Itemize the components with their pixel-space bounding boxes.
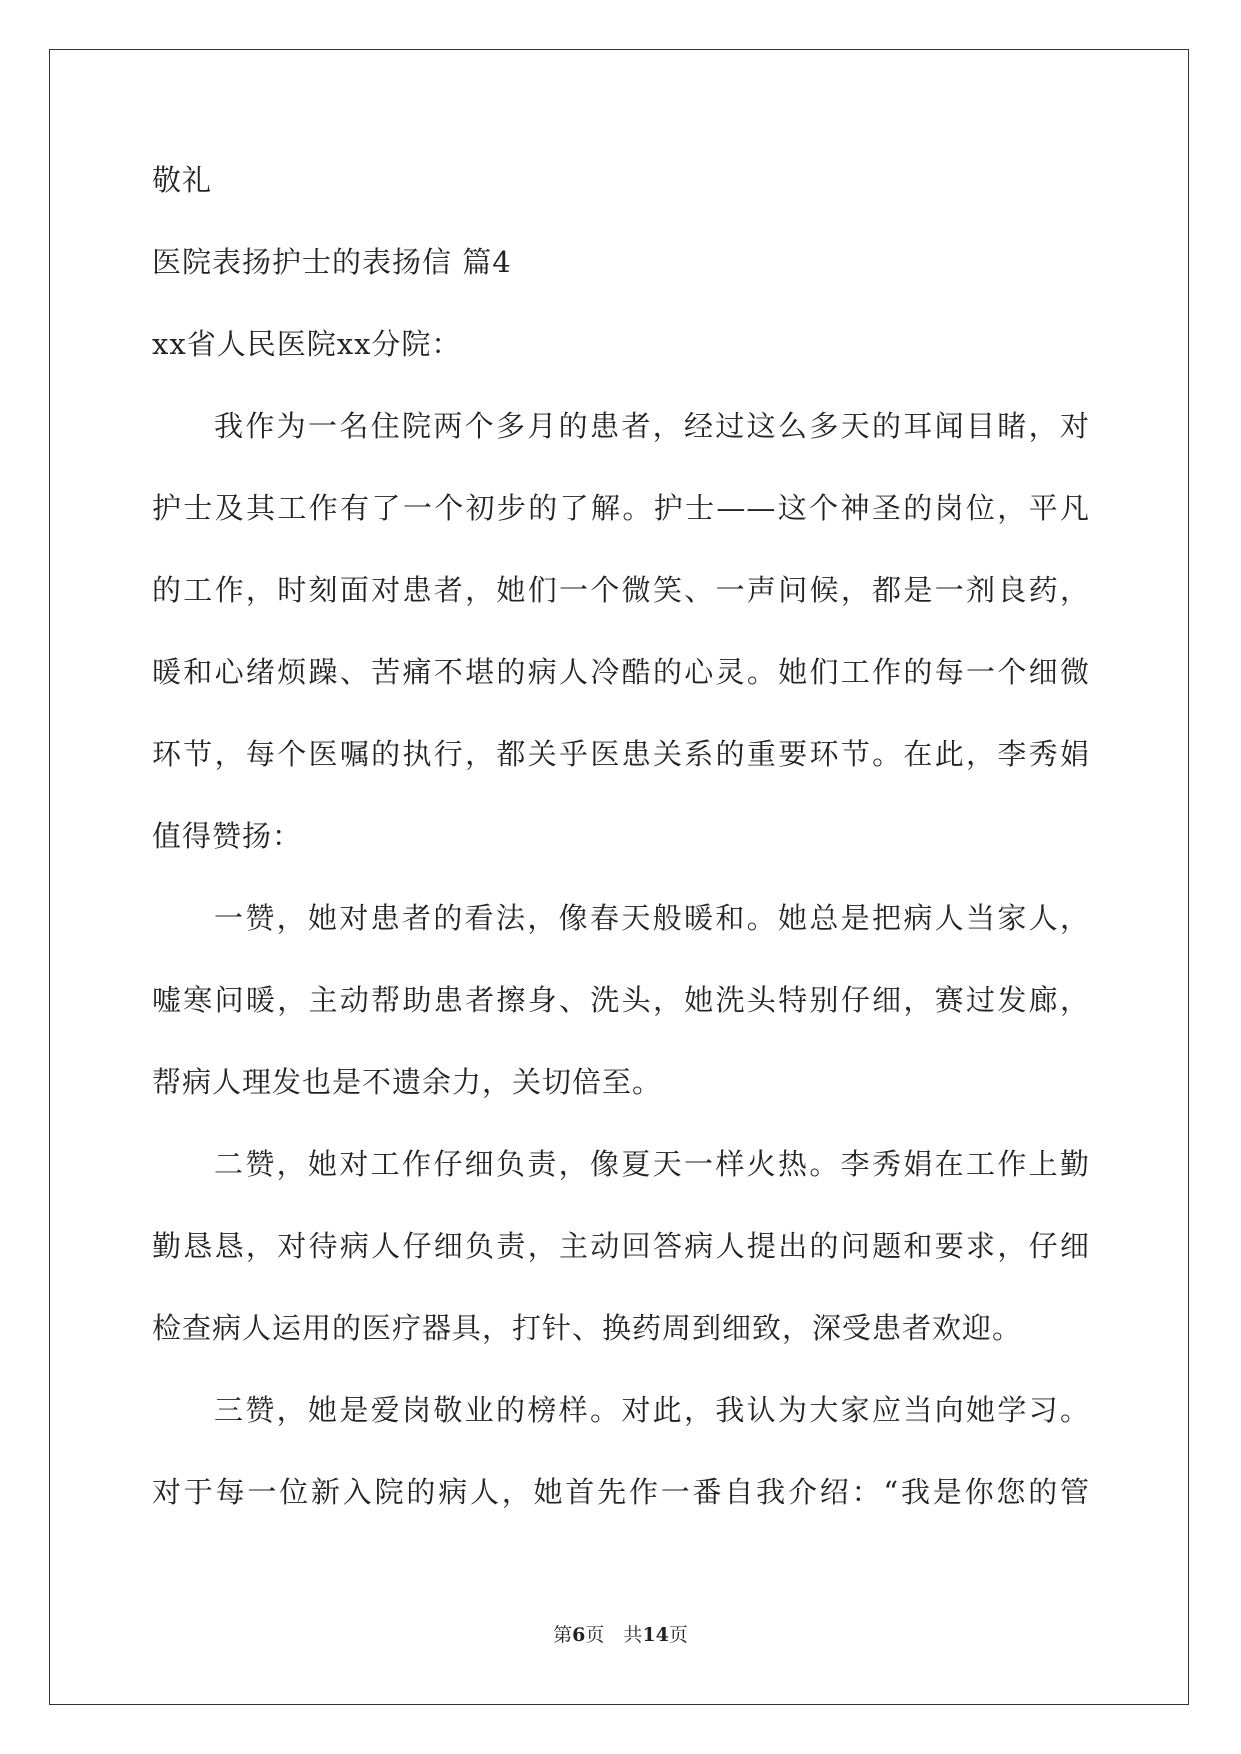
- page-suffix: 页: [668, 1624, 688, 1646]
- paragraph-line: 值得赞扬：: [152, 819, 303, 853]
- paragraph-line: 检查病人运用的医疗器具，打针、换药周到细致，深受患者欢迎。: [152, 1311, 1023, 1345]
- paragraph-line: 勤恳恳，对待病人仔细负责，主动回答病人提出的问题和要求，仔细: [152, 1229, 1090, 1263]
- closing-salutation: 敬礼: [152, 163, 213, 197]
- paragraph-line: 暖和心绪烦躁、苦痛不堪的病人冷酷的心灵。她们工作的每一个细微: [152, 655, 1090, 689]
- paragraph-line: 护士及其工作有了一个初步的了解。护士——这个神圣的岗位，平凡: [152, 491, 1090, 525]
- paragraph-line: 三赞，她是爱岗敬业的榜样。对此，我认为大家应当向她学习。: [214, 1393, 1090, 1427]
- paragraph-line: 二赞，她对工作仔细负责，像夏天一样火热。李秀娟在工作上勤: [214, 1147, 1090, 1181]
- page-footer: [0, 1620, 1241, 1647]
- paragraph-line: 的工作，时刻面对患者，她们一个微笑、一声问候，都是一剂良药，: [152, 573, 1090, 607]
- section-heading: 医院表扬护士的表扬信 篇4: [152, 245, 512, 279]
- paragraph-line: 一赞，她对患者的看法，像春天般暖和。她总是把病人当家人，: [214, 901, 1090, 935]
- paragraph-line: 环节，每个医嘱的执行，都关乎医患关系的重要环节。在此，李秀娟: [152, 737, 1090, 771]
- page-prefix: 第: [553, 1624, 573, 1646]
- total-page-number: 14: [642, 1624, 669, 1646]
- document-body: [152, 160, 1090, 1554]
- paragraph-line: 帮病人理发也是不遗余力，关切倍至。: [152, 1065, 663, 1099]
- letter-recipient: xx省人民医院xx分院：: [152, 327, 462, 361]
- page-mid: 页 共: [585, 1624, 643, 1646]
- paragraph-line: 我作为一名住院两个多月的患者，经过这么多天的耳闻目睹，对: [214, 409, 1090, 443]
- paragraph-line: 对于每一位新入院的病人，她首先作一番自我介绍：“我是你您的管: [152, 1475, 1090, 1509]
- current-page-number: 6: [572, 1624, 586, 1646]
- paragraph-line: 嘘寒问暖，主动帮助患者擦身、洗头，她洗头特别仔细，赛过发廊，: [152, 983, 1090, 1017]
